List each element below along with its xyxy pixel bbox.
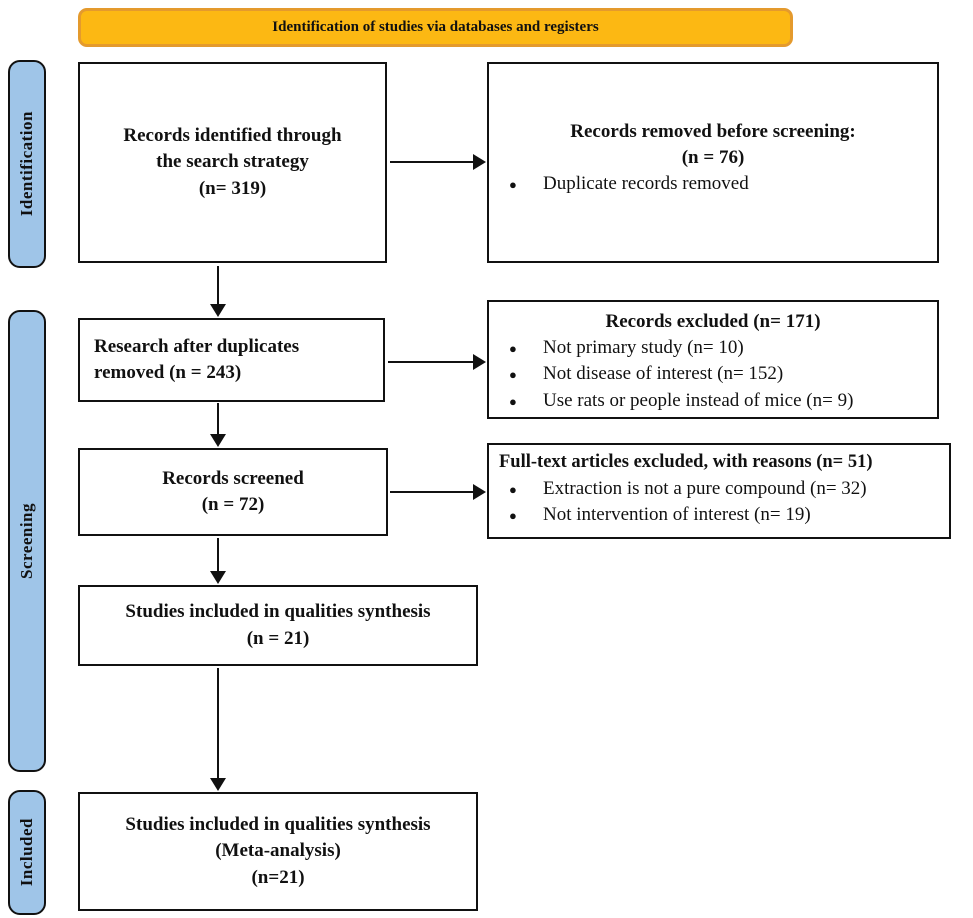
box-records-removed-before-screening [487,62,939,263]
stage-label-screening [8,310,46,772]
list-item [489,388,937,414]
arrow-right-screened-to-fulltext [390,491,473,493]
box-text-line: Records screened [162,467,304,489]
arrow-down-identified-to-duplicates [217,266,219,304]
bullet-icon: ● [509,177,517,193]
bullet-icon: ● [509,341,517,357]
bullet-text: Not disease of interest (n= 152) [543,363,784,385]
box-count: (n = 76) [681,147,745,169]
bullet-text: Not primary study (n= 10) [543,337,744,359]
box-text-line: Records identified through [123,125,342,147]
bullet-text: Extraction is not a pure compound (n= 32) [543,477,867,499]
box-records-identified [78,62,387,263]
box-title: Records removed before screening: [570,121,856,142]
arrow-right-identified-to-removed [390,161,473,163]
box-research-after-duplicates [78,318,385,402]
bullet-icon: ● [509,507,517,523]
box-records-excluded [487,300,939,419]
stage-label-identification [8,60,46,268]
banner-identification-of-studies [78,8,793,47]
bullet-icon: ● [509,393,517,409]
banner-label: Identification of studies via databases and registers [272,19,599,35]
box-records-screened [78,448,388,536]
arrow-down-screened-to-synthesis [217,538,219,571]
box-text-line: (n=21) [251,866,305,888]
stage-label-text: Identification [17,111,36,217]
box-text-line: (n = 21) [246,627,310,649]
box-title: Records excluded (n= 171) [605,311,821,332]
bullet-icon: ● [509,367,517,383]
list-item [489,502,949,528]
box-title: Full-text articles excluded, with reasons (n= 51) [499,452,873,472]
list-item [489,171,937,197]
arrow-down-synthesis-to-meta [217,668,219,778]
list-item [489,476,949,502]
box-qualitative-synthesis [78,585,478,666]
arrow-down-duplicates-to-screened [217,403,219,434]
bullet-text: Use rats or people instead of mice (n= 9) [543,389,854,411]
box-text-line: the search strategy [156,151,309,173]
list-item [489,335,937,361]
list-item [489,361,937,387]
box-text: Research after duplicates removed (n = 243) [94,335,300,383]
bullet-text: Duplicate records removed [543,173,749,195]
box-fulltext-excluded [487,443,951,539]
bullet-text: Not intervention of interest (n= 19) [543,503,811,525]
box-text-line: Studies included in qualities synthesis [125,601,431,623]
box-text-line: Studies included in qualities synthesis [125,814,431,836]
box-text-line: (n= 319) [198,177,267,199]
box-text-line: (Meta-analysis) [215,840,341,862]
stage-label-text: Screening [17,503,36,579]
box-text-line: (n = 72) [201,494,265,515]
box-meta-analysis [78,792,478,911]
arrow-right-duplicates-to-excluded [388,361,473,363]
stage-label-text: Included [17,818,36,887]
bullet-icon: ● [509,481,517,497]
stage-label-included [8,790,46,915]
